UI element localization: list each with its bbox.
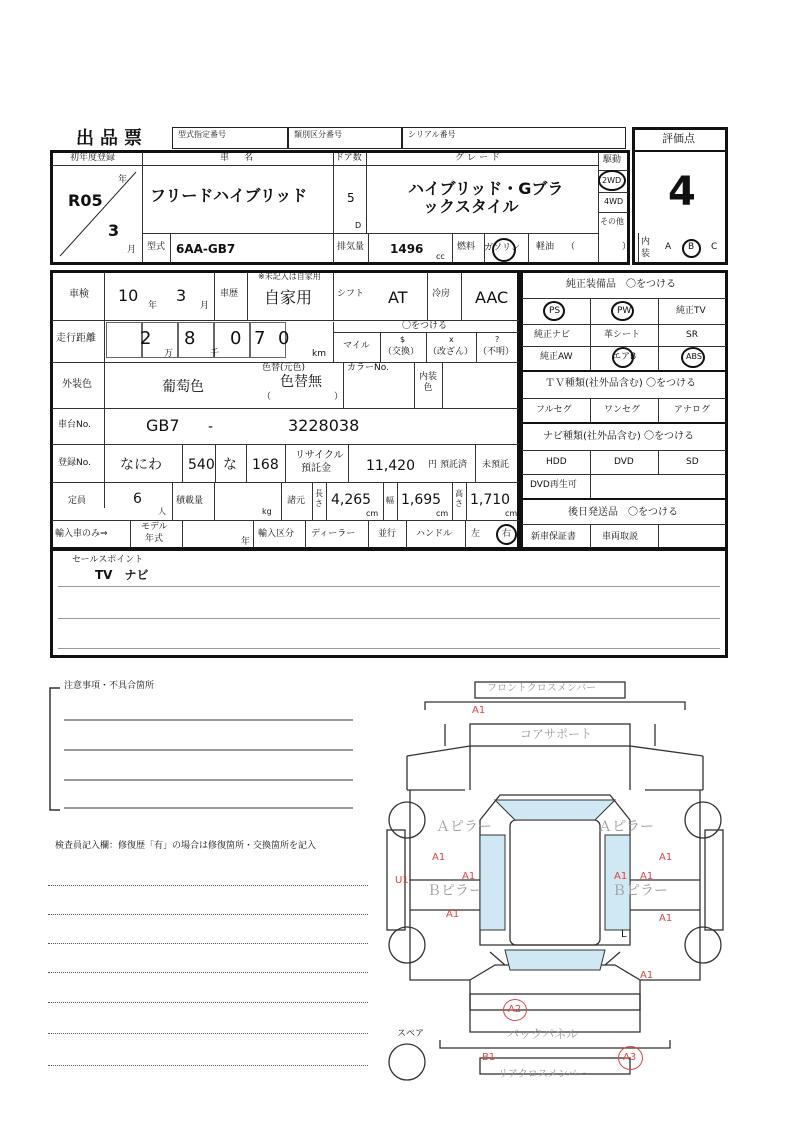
model-value: 6AA-GB7: [176, 242, 236, 256]
equipment-header: 純正装備品 〇をつける: [566, 279, 676, 290]
model-year-label2: 年式: [145, 534, 164, 544]
category-label: 類別区分番号: [294, 130, 342, 139]
mark-a3-circle: [618, 1046, 643, 1070]
mark-a1-right-outer: A1: [640, 871, 654, 882]
mark-a2-circle: [503, 999, 527, 1021]
mileage-opt3-sym: ?: [495, 335, 500, 344]
details-table: [50, 270, 520, 550]
length-value: 4,265: [331, 492, 372, 508]
drive-2wd[interactable]: 2WD: [602, 176, 622, 185]
mileage-man: 万: [164, 349, 174, 359]
drive-4wd[interactable]: 4WD: [604, 197, 624, 206]
length-unit: cm: [366, 509, 379, 518]
mileage-digit-5: 0: [278, 328, 290, 349]
equip-pw-circle: [611, 301, 634, 321]
model-designation-label: 型式指定番号: [178, 130, 226, 139]
history-value: 自家用: [264, 288, 313, 307]
length-label: 長さ: [315, 489, 323, 508]
first-reg-era: R05: [68, 191, 103, 210]
later-header: 後日発送品 〇をつける: [568, 507, 678, 518]
inspector-label: 検査員記入欄：修復歴「有」の場合は修復箇所・交換箇所を記入: [55, 841, 317, 851]
width-label: 幅: [386, 496, 394, 505]
tv-fullseg[interactable]: フルセグ: [536, 405, 572, 415]
name-label: 車 名: [220, 153, 257, 163]
door-label: ドア数: [335, 153, 362, 163]
recycle-unit: 円: [428, 460, 438, 470]
recycle-paid[interactable]: 預託済: [440, 460, 468, 470]
mileage-opt3[interactable]: （不明）: [478, 347, 515, 357]
ac-value: AAC: [475, 288, 509, 307]
import-label: 輸入車のみ⇒: [55, 529, 108, 539]
shift-label: シフト: [337, 289, 365, 299]
capacity-unit: 人: [158, 507, 166, 516]
b-pillar-left-label: Ｂピラー: [427, 883, 483, 899]
sales-point-value: TV ナビ: [95, 568, 149, 582]
tv-oneseg[interactable]: ワンセグ: [604, 405, 641, 415]
fuel-diesel[interactable]: 軽油: [536, 242, 555, 252]
chassis-label: 車台No.: [58, 420, 91, 430]
serial-label: シリアル番号: [408, 130, 456, 139]
history-note: ※未記入は自家用: [258, 272, 321, 281]
equip-abs-circle: [681, 347, 705, 368]
interior-b-circle: [682, 239, 701, 258]
mark-a1-right-lower: A1: [659, 913, 673, 924]
interior-c[interactable]: C: [711, 242, 718, 252]
chassis-prefix: GB7: [146, 416, 180, 435]
color-change-paren-close: ）: [334, 392, 344, 402]
first-reg-label: 初年度登録: [70, 153, 116, 163]
mark-a3-rear: A3: [623, 1052, 637, 1063]
reg-number: 168: [252, 457, 279, 473]
inspection-month-unit: 月: [200, 301, 210, 311]
navi-dvd[interactable]: DVD: [614, 457, 634, 467]
mileage-digit-2: 8: [184, 328, 196, 349]
interior-label-2: 装: [641, 249, 651, 259]
handle-right-circle: [496, 524, 517, 545]
equip-ps-circle: [543, 301, 565, 321]
drive-2wd-circle: [598, 170, 626, 191]
equip-abs[interactable]: ABS: [686, 352, 702, 361]
capacity-label: 定員: [68, 496, 87, 506]
navi-header: ナビ種類(社外品含む) 〇をつける: [543, 431, 694, 442]
name-value: フリードハイブリッド: [150, 186, 308, 205]
model-label: 型式: [147, 242, 166, 252]
displacement-unit: cc: [436, 252, 445, 261]
later-warranty[interactable]: 新車保証書: [531, 532, 577, 542]
reg-area: なにわ: [120, 457, 162, 473]
chassis-number: 3228038: [288, 416, 360, 435]
mileage-label: 走行距離: [56, 333, 96, 344]
mileage-digit-3: 0: [230, 328, 242, 349]
exterior-label: 外装色: [62, 379, 92, 390]
interior-b[interactable]: B: [688, 242, 695, 252]
fuel-label: 燃料: [457, 242, 476, 252]
back-panel-label: バックパネル: [507, 1027, 579, 1041]
recycle-label2: 預託金: [301, 463, 331, 474]
reg-kana: な: [223, 457, 237, 473]
mileage-unit: km: [312, 349, 326, 359]
model-year-label1: モデル: [141, 522, 168, 532]
reg-label: 登録No.: [58, 458, 91, 468]
score-value: 4: [668, 169, 696, 215]
import-type-label: 輸入区分: [258, 529, 295, 539]
sales-point-box: [50, 548, 728, 658]
equip-sr[interactable]: SR: [686, 330, 698, 340]
mark-u1-left: U1: [395, 875, 409, 886]
displacement-label: 排気量: [337, 242, 365, 252]
mileage-sen: 千: [210, 349, 220, 359]
interior-a[interactable]: A: [665, 242, 672, 252]
equip-tv[interactable]: 純正TV: [676, 306, 706, 316]
mark-a1-left-bpillar: A1: [462, 871, 476, 882]
mileage-opt2[interactable]: （改ざん）: [428, 347, 474, 357]
grade-line1: ハイブリッド・Gブラ: [408, 179, 564, 198]
capacity-value: 6: [133, 491, 142, 507]
front-cross-label: フロントクロスメンバー: [487, 683, 597, 694]
handle-label: ハンドル: [416, 529, 453, 539]
core-support-label: コアサポート: [520, 727, 593, 741]
shift-value: AT: [388, 288, 408, 307]
equip-pw[interactable]: PW: [617, 306, 632, 316]
parallel[interactable]: 並行: [378, 529, 397, 539]
mark-a1-left-lower: A1: [446, 909, 460, 920]
year-unit: 年: [118, 175, 128, 185]
mark-a2-rear: A2: [508, 1004, 522, 1015]
fuel-gasoline-circle: [492, 238, 516, 262]
ac-label: 冷房: [432, 289, 451, 299]
color-change-label: 色替(元色): [262, 363, 306, 373]
rear-cross-label: リアクロスメンバー: [498, 1069, 587, 1080]
a-pillar-left-label: Ａピラー: [436, 819, 492, 835]
tv-analog[interactable]: アナログ: [674, 405, 711, 415]
width-value: 1,695: [401, 492, 442, 508]
form-title: 出品票: [76, 128, 148, 149]
color-change-value: 色替無: [280, 374, 322, 390]
mileage-opt1-sym: $: [400, 335, 406, 344]
mileage-opt2-sym: x: [449, 335, 454, 344]
inspection-month: 3: [176, 286, 187, 305]
chassis-dash: -: [208, 419, 214, 435]
grade-line2: ックスタイル: [423, 197, 519, 216]
mark-a1-rear-right: A1: [640, 970, 654, 981]
height-value: 1,710: [470, 492, 511, 508]
recycle-unpaid[interactable]: 未預託: [482, 460, 510, 470]
height-label: 高さ: [455, 489, 463, 508]
door-unit: D: [355, 221, 362, 230]
recycle-label1: リサイクル: [295, 450, 344, 461]
mark-a1-front: A1: [472, 705, 486, 716]
mark-a1-left-upper: A1: [432, 852, 446, 863]
interior-color-label: 内装色: [418, 372, 437, 393]
width-unit: cm: [436, 509, 449, 518]
load-label: 積載量: [176, 496, 204, 506]
spare-label: スペア: [397, 1029, 425, 1039]
interior-label-1: 内: [641, 237, 651, 247]
specs-label: 諸元: [287, 496, 306, 506]
door-value: 5: [347, 191, 355, 205]
inspection-label: 車検: [69, 289, 89, 300]
handle-left[interactable]: 左: [471, 529, 481, 539]
exterior-value: 葡萄色: [162, 379, 204, 395]
inspection-year: 10: [118, 286, 139, 305]
mileage-opt1[interactable]: （交換）: [383, 347, 420, 357]
equip-ps[interactable]: PS: [549, 306, 561, 316]
equip-aw[interactable]: 純正AW: [540, 352, 573, 362]
month-unit: 月: [127, 245, 137, 255]
load-unit: kg: [262, 507, 272, 516]
b-pillar-right-label: Ｂピラー: [612, 883, 668, 899]
displacement-value: 1496: [390, 242, 424, 256]
a-pillar-right-label: Ａピラー: [598, 819, 654, 835]
mileage-digit-4: 7: [254, 328, 266, 349]
dealer[interactable]: ディーラー: [311, 529, 356, 539]
drive-label: 駆動: [603, 155, 622, 165]
small-l-label: L: [621, 929, 627, 940]
equip-navi[interactable]: 純正ナビ: [534, 330, 571, 340]
height-unit: cm: [505, 509, 518, 518]
tv-header: ＴＶ種類(社外品含む) 〇をつける: [545, 378, 696, 389]
mile-label[interactable]: マイル: [343, 341, 370, 351]
fuel-paren-open: （: [566, 242, 576, 252]
mileage-digit-1: 2: [140, 328, 152, 349]
mark-a1-right-upper: A1: [659, 852, 673, 863]
sales-point-label: セールスポイント: [72, 555, 144, 565]
caution-bracket: [48, 686, 368, 816]
mark-a1-right-bpillar: A1: [614, 871, 628, 882]
history-label: 車歴: [220, 289, 239, 299]
grade-label: グレード: [455, 153, 504, 163]
color-no-label: カラーNo.: [347, 363, 389, 373]
model-year-unit: 年: [241, 537, 251, 547]
caution-label: 注意事項・不具合箇所: [64, 681, 155, 691]
first-reg-month: 3: [108, 221, 120, 240]
mark-b1-rear: B1: [482, 1052, 496, 1063]
handle-right[interactable]: 右: [502, 529, 512, 539]
navi-dvd-play[interactable]: DVD再生可: [530, 480, 577, 490]
mileage-mark-label: 〇をつける: [402, 321, 448, 331]
navi-sd[interactable]: SD: [686, 457, 699, 467]
equip-airbag[interactable]: エアB: [612, 352, 637, 362]
navi-hdd[interactable]: HDD: [546, 457, 567, 467]
fuel-gasoline[interactable]: ガソリン: [484, 243, 521, 253]
later-manual[interactable]: 車両取説: [602, 532, 639, 542]
recycle-value: 11,420: [366, 458, 415, 474]
fuel-paren-close: ）: [622, 242, 632, 252]
equip-leather[interactable]: 革シート: [604, 330, 641, 340]
score-label: 評価点: [662, 132, 695, 145]
inspection-year-unit: 年: [148, 301, 158, 311]
equip-airbag-circle: [612, 347, 637, 368]
reg-class: 540: [188, 457, 215, 473]
color-change-paren-open: （: [262, 392, 272, 402]
drive-other[interactable]: その他: [600, 217, 624, 226]
